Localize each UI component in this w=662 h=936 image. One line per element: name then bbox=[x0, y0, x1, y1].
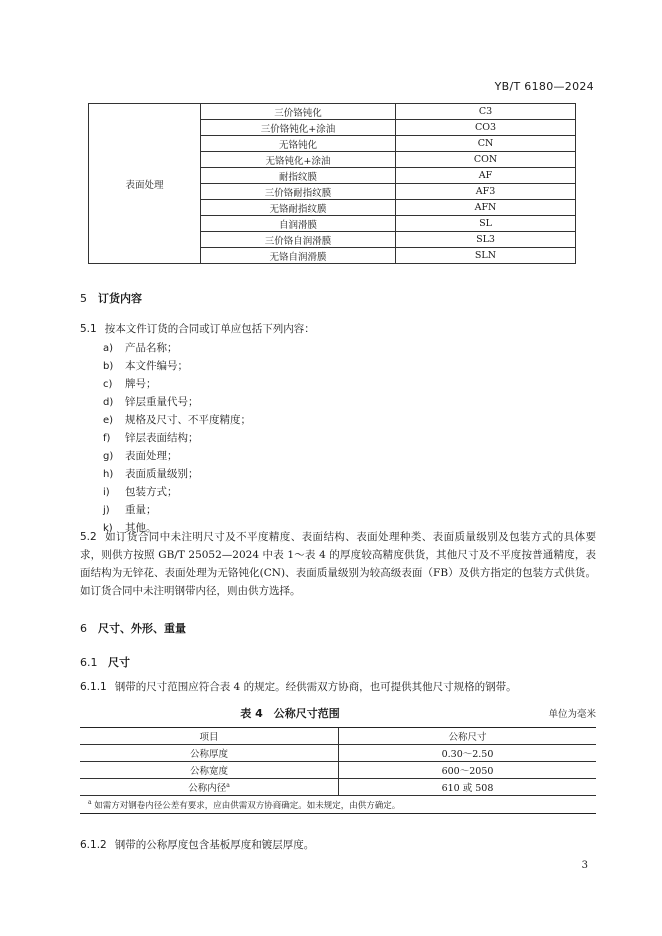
treatment-code: AF3 bbox=[396, 184, 576, 200]
clause-number: 5.1 bbox=[80, 323, 97, 335]
section-number: 6.1 bbox=[80, 656, 98, 669]
treatment-code: CON bbox=[396, 152, 576, 168]
clause-text: 钢带的公称厚度包含基板厚度和镀层厚度。 bbox=[114, 839, 315, 851]
list-item: h) 表面质量级别； bbox=[103, 468, 199, 480]
item-cell: 公称内径$^a$ bbox=[80, 779, 339, 796]
list-item: i) 包装方式； bbox=[103, 486, 178, 498]
list-item: g) 表面处理； bbox=[103, 450, 178, 462]
section-title: 订货内容 bbox=[98, 292, 142, 305]
section-title: 尺寸 bbox=[108, 656, 130, 669]
nominal-size-table bbox=[80, 727, 596, 814]
treatment-name: 无铬耐指纹膜 bbox=[201, 200, 396, 216]
treatment-code: SL3 bbox=[396, 232, 576, 248]
section-6-heading bbox=[80, 620, 186, 636]
treatment-name: 耐指纹膜 bbox=[201, 168, 396, 184]
value-cell: 0.30～2.50 bbox=[339, 745, 597, 762]
standard-number: YB/T 6180—2024 bbox=[494, 80, 594, 93]
list-item: e) 规格及尺寸、不平度精度； bbox=[103, 414, 251, 426]
treatment-name: 三价铬耐指纹膜 bbox=[201, 184, 396, 200]
treatment-code: CO3 bbox=[396, 120, 576, 136]
section-5-heading bbox=[80, 290, 142, 306]
item-cell: 公称宽度 bbox=[80, 762, 339, 779]
category-cell: 表面处理 bbox=[89, 104, 201, 264]
treatment-name: 三价铬钝化 bbox=[201, 104, 396, 120]
surface-treatment-table bbox=[88, 103, 576, 264]
table-row bbox=[80, 745, 596, 762]
item-cell: 公称厚度 bbox=[80, 745, 339, 762]
section-number: 6 bbox=[80, 622, 87, 635]
value-cell: 600～2050 bbox=[339, 762, 597, 779]
table-footnote-row bbox=[80, 796, 596, 814]
column-header-size: 公称尺寸 bbox=[339, 728, 597, 745]
treatment-name: 无铬钝化+涂油 bbox=[201, 152, 396, 168]
table-footnote: $^a$ 如需方对钢卷内径公差有要求，应由供需双方协商确定。如未规定，由供方确定。 bbox=[80, 796, 596, 814]
section-6-1-heading bbox=[80, 654, 130, 670]
list-item: b) 本文件编号； bbox=[103, 360, 188, 372]
treatment-name: 无铬钝化 bbox=[201, 136, 396, 152]
clause-5-2 bbox=[80, 528, 596, 600]
list-item: f) 锌层表面结构； bbox=[103, 432, 199, 444]
section-title: 尺寸、外形、重量 bbox=[98, 622, 186, 635]
clause-text: 如订货合同中未注明尺寸及不平度精度、表面结构、表面处理种类、表面质量级别及包装方式的具体要求，则供方按照 GB/T 25052—2024 中表 1～表 4 的厚度较高精度供货，其他尺寸及不平度按普通精度，表面结构为无锌花、表面处理为无铬钝化(CN)、表面质量级别为较高级表面（FB）及供方指定的包装方式供货。如订货合同中未注明钢带内径，则由供方选择。 bbox=[80, 531, 596, 597]
treatment-name: 三价铬自润滑膜 bbox=[201, 232, 396, 248]
footnote-mark: a bbox=[88, 798, 92, 806]
table-row bbox=[80, 779, 596, 796]
treatment-code: AFN bbox=[396, 200, 576, 216]
table-unit: 单位为毫米 bbox=[548, 709, 596, 720]
value-cell: 610 或 508 bbox=[339, 779, 597, 796]
clause-number: 6.1.2 bbox=[80, 839, 107, 851]
table-header-row bbox=[80, 728, 596, 745]
clause-number: 6.1.1 bbox=[80, 681, 107, 693]
table-caption: 表 4 公称尺寸范围 bbox=[240, 707, 340, 720]
clause-text: 按本文件订货的合同或订单应包括下列内容： bbox=[104, 323, 315, 335]
treatment-code: SLN bbox=[396, 248, 576, 264]
table-4-caption-row bbox=[80, 705, 596, 721]
treatment-name: 自润滑膜 bbox=[201, 216, 396, 232]
column-header-item: 项目 bbox=[80, 728, 339, 745]
treatment-name: 三价铬钝化+涂油 bbox=[201, 120, 396, 136]
section-number: 5 bbox=[80, 292, 87, 305]
clause-text: 钢带的尺寸范围应符合表 4 的规定。经供需双方协商，也可提供其他尺寸规格的钢带。 bbox=[114, 681, 517, 693]
table-row bbox=[80, 762, 596, 779]
footnote-mark: a bbox=[226, 781, 230, 789]
clause-number: 5.2 bbox=[80, 531, 97, 543]
table-row bbox=[89, 104, 576, 120]
list-item: d) 锌层重量代号； bbox=[103, 396, 199, 408]
treatment-code: CN bbox=[396, 136, 576, 152]
list-item: c) 牌号； bbox=[103, 378, 157, 390]
treatment-code: AF bbox=[396, 168, 576, 184]
clause-6-1-1 bbox=[80, 678, 600, 696]
clause-5-1 bbox=[80, 320, 600, 338]
list-item: j) 重量； bbox=[103, 504, 157, 516]
page-number: 3 bbox=[581, 860, 588, 871]
list-item: k) 其他。 bbox=[103, 522, 157, 534]
treatment-name: 无铬自润滑膜 bbox=[201, 248, 396, 264]
clause-6-1-2 bbox=[80, 836, 600, 854]
treatment-code: SL bbox=[396, 216, 576, 232]
treatment-code: C3 bbox=[396, 104, 576, 120]
list-item: a) 产品名称； bbox=[103, 342, 178, 354]
order-items-list bbox=[103, 339, 251, 537]
